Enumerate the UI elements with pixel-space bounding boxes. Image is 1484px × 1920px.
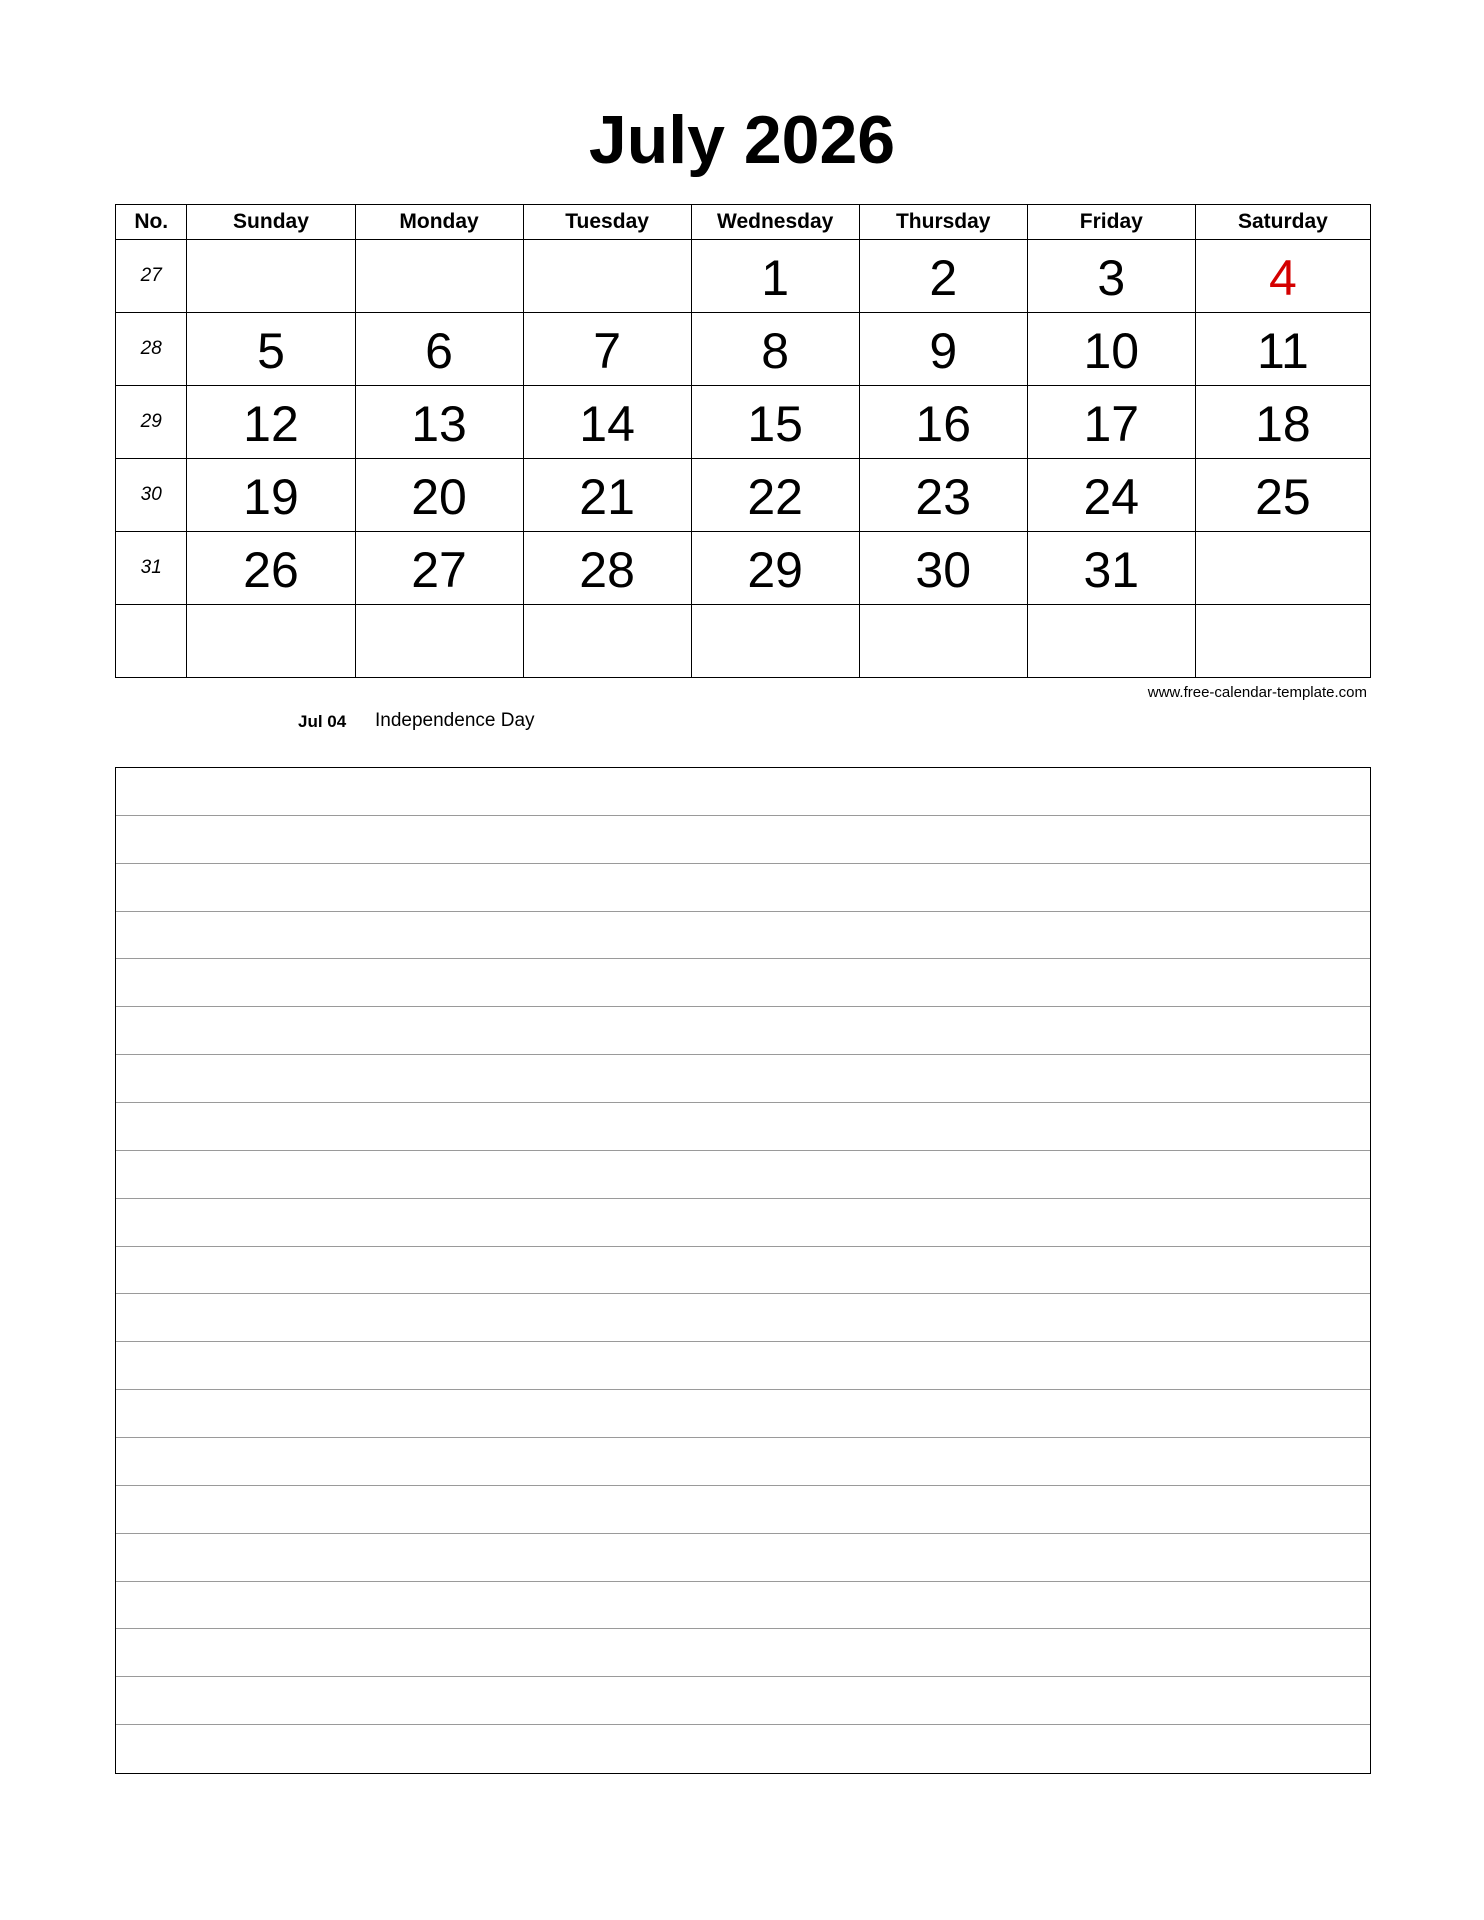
day-cell[interactable]	[187, 313, 355, 386]
day-number: 11	[1256, 323, 1309, 379]
day-number: 31	[1083, 542, 1140, 598]
day-cell[interactable]	[859, 240, 1027, 313]
note-line[interactable]	[116, 1582, 1370, 1630]
week-number: 29	[140, 411, 162, 432]
note-line[interactable]	[116, 1725, 1370, 1773]
week-number: 27	[140, 265, 162, 286]
week-row	[116, 459, 1371, 532]
day-number: 9	[929, 323, 958, 379]
day-cell[interactable]	[355, 313, 523, 386]
day-number: 8	[761, 323, 790, 379]
day-number: 10	[1083, 323, 1140, 379]
day-cell[interactable]	[1027, 605, 1195, 678]
calendar-grid	[115, 204, 1371, 678]
day-cell[interactable]	[523, 313, 691, 386]
day-cell[interactable]	[523, 386, 691, 459]
day-cell[interactable]	[187, 459, 355, 532]
note-line[interactable]	[116, 1294, 1370, 1342]
weekday-header-saturday: Saturday	[1195, 205, 1370, 240]
day-number: 5	[257, 323, 285, 379]
note-line[interactable]	[116, 816, 1370, 864]
note-line[interactable]	[116, 1151, 1370, 1199]
note-line[interactable]	[116, 1342, 1370, 1390]
day-cell[interactable]	[691, 386, 859, 459]
week-row	[116, 313, 1371, 386]
note-line[interactable]	[116, 959, 1370, 1007]
day-cell[interactable]	[355, 240, 523, 313]
day-cell[interactable]	[523, 240, 691, 313]
note-line[interactable]	[116, 1103, 1370, 1151]
day-cell[interactable]	[1195, 532, 1370, 605]
week-number-header: No.	[116, 205, 187, 240]
day-number: 29	[747, 542, 803, 598]
day-cell[interactable]	[355, 605, 523, 678]
note-line[interactable]	[116, 1199, 1370, 1247]
day-number: 22	[747, 469, 803, 525]
day-cell[interactable]	[1027, 313, 1195, 386]
day-number: 17	[1083, 396, 1140, 452]
day-number: 3	[1097, 250, 1126, 306]
day-number: 23	[915, 469, 972, 525]
note-line[interactable]	[116, 1247, 1370, 1295]
day-cell[interactable]	[1195, 459, 1370, 532]
note-line[interactable]	[116, 1390, 1370, 1438]
day-cell[interactable]	[523, 532, 691, 605]
weekday-header-sunday: Sunday	[187, 205, 355, 240]
note-line[interactable]	[116, 1438, 1370, 1486]
day-number: 26	[243, 542, 299, 598]
day-number: 6	[425, 323, 453, 379]
weekday-header-friday: Friday	[1027, 205, 1195, 240]
day-number: 7	[593, 323, 622, 379]
week-row	[116, 532, 1371, 605]
holiday-date: Jul 04	[298, 712, 347, 731]
day-cell[interactable]	[355, 386, 523, 459]
day-cell[interactable]	[691, 605, 859, 678]
day-number: 12	[243, 396, 299, 452]
day-cell[interactable]	[187, 605, 355, 678]
day-cell[interactable]	[1027, 240, 1195, 313]
day-number: 2	[929, 250, 958, 306]
day-number: 28	[579, 542, 635, 598]
week-number-cell	[116, 386, 187, 459]
weekday-header-wednesday: Wednesday	[691, 205, 859, 240]
week-number: 30	[140, 484, 162, 505]
week-number: 28	[140, 338, 162, 359]
note-line[interactable]	[116, 1486, 1370, 1534]
weekday-header-monday: Monday	[355, 205, 523, 240]
day-cell[interactable]	[187, 240, 355, 313]
week-number: 31	[140, 557, 162, 578]
day-number: 4	[1269, 250, 1297, 306]
week-number-cell	[116, 605, 187, 678]
day-cell[interactable]	[1027, 532, 1195, 605]
week-row	[116, 240, 1371, 313]
day-cell[interactable]	[1195, 605, 1370, 678]
day-cell[interactable]	[691, 240, 859, 313]
day-cell[interactable]	[523, 459, 691, 532]
week-number-cell	[116, 240, 187, 313]
week-row	[116, 386, 1371, 459]
day-number: 13	[411, 396, 467, 452]
day-number: 30	[915, 542, 972, 598]
day-cell[interactable]	[187, 386, 355, 459]
day-cell[interactable]	[1195, 313, 1370, 386]
weekday-header-row	[116, 205, 1371, 240]
note-line[interactable]	[116, 864, 1370, 912]
note-line[interactable]	[116, 912, 1370, 960]
day-cell[interactable]	[859, 313, 1027, 386]
note-line[interactable]	[116, 1534, 1370, 1582]
day-number: 14	[579, 396, 635, 452]
day-number: 1	[761, 250, 790, 306]
weekday-header-tuesday: Tuesday	[523, 205, 691, 240]
day-cell[interactable]	[355, 459, 523, 532]
day-number: 15	[747, 396, 803, 452]
day-cell[interactable]	[355, 532, 523, 605]
week-row	[116, 605, 1371, 678]
website-credit[interactable]: www.free-calendar-template.com	[1147, 684, 1367, 701]
day-number: 20	[411, 469, 467, 525]
day-number: 16	[915, 396, 972, 452]
holiday-name: Independence Day	[375, 710, 535, 731]
day-number: 18	[1255, 396, 1311, 452]
day-cell[interactable]	[1027, 386, 1195, 459]
note-line[interactable]	[116, 768, 1370, 816]
note-line[interactable]	[116, 1055, 1370, 1103]
day-cell[interactable]	[523, 605, 691, 678]
note-line[interactable]	[116, 1007, 1370, 1055]
day-cell[interactable]	[691, 313, 859, 386]
day-number: 19	[243, 469, 299, 525]
day-cell[interactable]	[1195, 240, 1370, 313]
day-number: 21	[579, 469, 635, 525]
day-cell[interactable]	[691, 532, 859, 605]
calendar-title: July 2026	[588, 102, 896, 178]
day-number: 24	[1083, 469, 1140, 525]
day-cell[interactable]	[859, 532, 1027, 605]
week-number-cell	[116, 313, 187, 386]
notes-area[interactable]	[115, 767, 1371, 1774]
day-cell[interactable]	[1027, 459, 1195, 532]
week-number-cell	[116, 459, 187, 532]
day-cell[interactable]	[691, 459, 859, 532]
note-line[interactable]	[116, 1629, 1370, 1677]
day-cell[interactable]	[859, 386, 1027, 459]
day-cell[interactable]	[859, 605, 1027, 678]
day-cell[interactable]	[1195, 386, 1370, 459]
note-line[interactable]	[116, 1677, 1370, 1725]
day-cell[interactable]	[187, 532, 355, 605]
day-number: 27	[411, 542, 467, 598]
day-number: 25	[1255, 469, 1311, 525]
week-number-cell	[116, 532, 187, 605]
weekday-header-thursday: Thursday	[859, 205, 1027, 240]
day-cell[interactable]	[859, 459, 1027, 532]
